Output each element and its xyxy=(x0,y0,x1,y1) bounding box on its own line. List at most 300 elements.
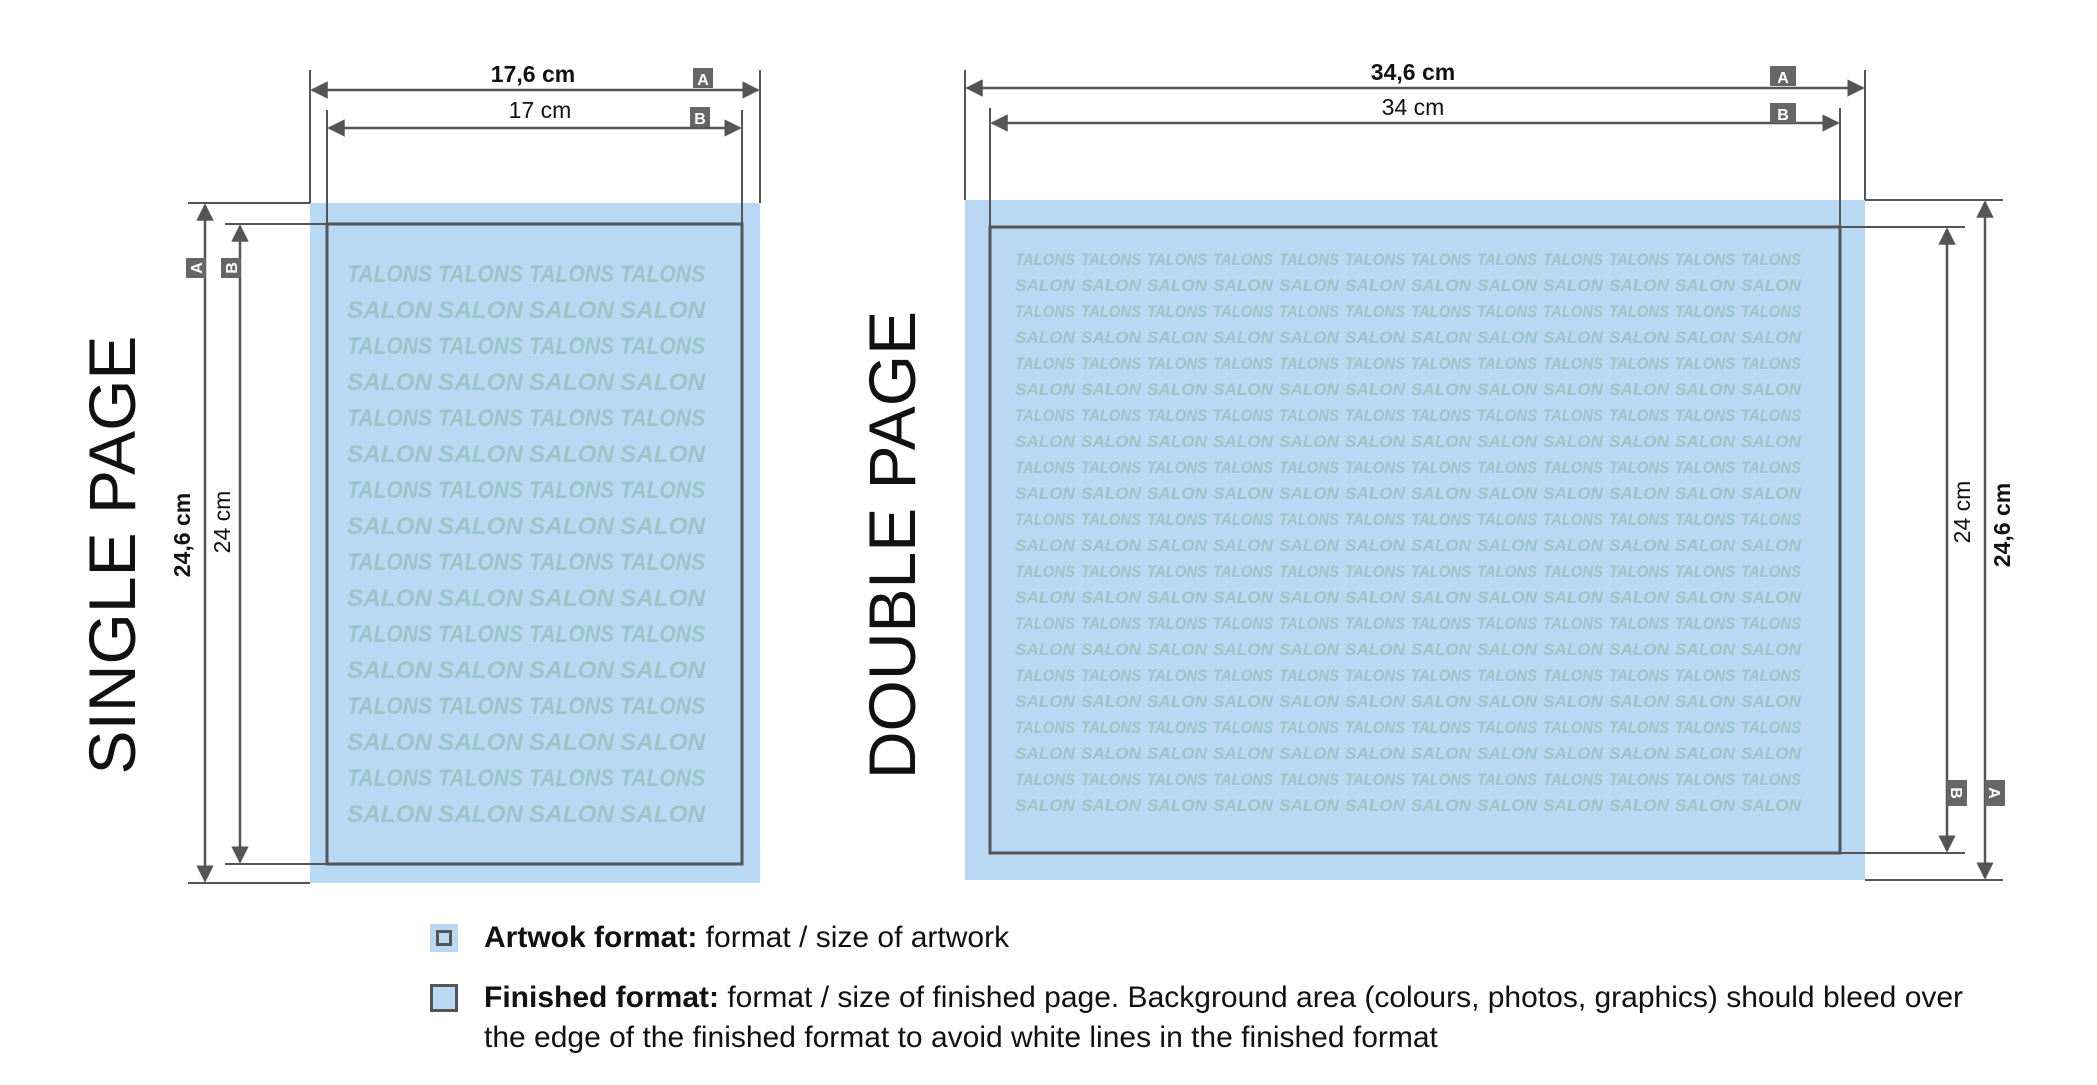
pattern-word: TALONS xyxy=(1345,406,1406,425)
pattern-word: SALON xyxy=(1279,692,1340,711)
pattern-word: SALON xyxy=(1609,484,1670,503)
single-height-finished-label: 24,6 cm xyxy=(169,492,195,578)
pattern-word: TALONS xyxy=(1609,510,1670,529)
pattern-word: TALONS xyxy=(1279,666,1340,685)
pattern-word: TALONS xyxy=(1477,666,1538,685)
pattern-word: TALONS xyxy=(1015,718,1076,737)
pattern-word: TALONS xyxy=(438,261,523,288)
pattern-word: TALONS xyxy=(1213,250,1274,269)
single-marker-a: A xyxy=(697,72,709,89)
pattern-word: TALONS xyxy=(529,621,614,648)
pattern-word: TALONS xyxy=(1741,510,1802,529)
pattern-word: TALONS xyxy=(1279,302,1340,321)
pattern-word: TALONS xyxy=(1213,562,1274,581)
pattern-word: TALONS xyxy=(1015,354,1076,373)
pattern-word: SALON xyxy=(1081,536,1142,555)
pattern-word: TALONS xyxy=(1213,614,1274,633)
pattern-word: SALON xyxy=(529,657,615,684)
pattern-word: SALON xyxy=(1609,692,1670,711)
legend-finished-label: Finished format: xyxy=(484,981,720,1014)
pattern-word: SALON xyxy=(620,801,706,828)
pattern-word: SALON xyxy=(1345,328,1406,347)
pattern-word: SALON xyxy=(1147,380,1208,399)
pattern-word: SALON xyxy=(347,369,433,396)
pattern-word: TALONS xyxy=(1609,302,1670,321)
pattern-word: SALON xyxy=(1345,276,1406,295)
pattern-word: TALONS xyxy=(1279,354,1340,373)
pattern-word: SALON xyxy=(529,513,615,540)
pattern-word: TALONS xyxy=(1147,770,1208,789)
pattern-word: SALON xyxy=(1609,588,1670,607)
pattern-word: TALONS xyxy=(1015,666,1076,685)
pattern-word: TALONS xyxy=(1213,406,1274,425)
pattern-word: SALON xyxy=(1345,432,1406,451)
pattern-word: SALON xyxy=(620,441,706,468)
pattern-word: SALON xyxy=(1675,432,1736,451)
pattern-word: TALONS xyxy=(1675,770,1736,789)
pattern-word: TALONS xyxy=(1609,614,1670,633)
single-page-group xyxy=(75,61,760,883)
pattern-word: TALONS xyxy=(1081,718,1142,737)
pattern-word: TALONS xyxy=(1741,614,1802,633)
pattern-word: SALON xyxy=(1081,588,1142,607)
pattern-word: TALONS xyxy=(1609,406,1670,425)
pattern-word: TALONS xyxy=(1147,354,1208,373)
pattern-word: TALONS xyxy=(1345,718,1406,737)
pattern-word: SALON xyxy=(1609,380,1670,399)
single-height-artwork-label: 24 cm xyxy=(209,490,235,554)
pattern-word: TALONS xyxy=(347,477,432,504)
pattern-word: TALONS xyxy=(1609,458,1670,477)
pattern-word: SALON xyxy=(1279,276,1340,295)
pattern-word: SALON xyxy=(1477,484,1538,503)
pattern-word: TALONS xyxy=(1477,562,1538,581)
legend-artwork-label: Artwok format: xyxy=(484,921,698,954)
pattern-word: SALON xyxy=(529,585,615,612)
pattern-word: SALON xyxy=(1081,432,1142,451)
pattern-word: TALONS xyxy=(1147,718,1208,737)
pattern-word: SALON xyxy=(1213,380,1274,399)
single-marker-b: B xyxy=(694,111,706,128)
pattern-word: SALON xyxy=(1609,796,1670,815)
pattern-word: TALONS xyxy=(1015,614,1076,633)
pattern-word: TALONS xyxy=(438,333,523,360)
double-width-artwork-label: 34 cm xyxy=(1381,94,1445,120)
pattern-word: SALON xyxy=(1741,536,1802,555)
pattern-word: TALONS xyxy=(438,549,523,576)
single-width-finished-label: 17,6 cm xyxy=(490,61,576,87)
legend-artwork-text xyxy=(484,918,1984,958)
pattern-word: TALONS xyxy=(1345,770,1406,789)
pattern-word: SALON xyxy=(1015,692,1076,711)
pattern-word: SALON xyxy=(1015,536,1076,555)
pattern-word: SALON xyxy=(1675,692,1736,711)
pattern-word: SALON xyxy=(1279,328,1340,347)
pattern-word: SALON xyxy=(529,369,615,396)
pattern-word: SALON xyxy=(1213,536,1274,555)
pattern-word: SALON xyxy=(620,729,706,756)
pattern-word: TALONS xyxy=(1015,510,1076,529)
pattern-word: TALONS xyxy=(1279,770,1340,789)
pattern-word: SALON xyxy=(1411,276,1472,295)
pattern-word: TALONS xyxy=(620,477,705,504)
pattern-word: TALONS xyxy=(620,765,705,792)
pattern-word: TALONS xyxy=(1609,666,1670,685)
pattern-word: SALON xyxy=(529,297,615,324)
pattern-word: SALON xyxy=(1279,380,1340,399)
pattern-word: TALONS xyxy=(1015,250,1076,269)
pattern-word: SALON xyxy=(1477,432,1538,451)
legend-finished-text xyxy=(484,978,1984,1058)
pattern-word: SALON xyxy=(1213,432,1274,451)
pattern-word: SALON xyxy=(1543,588,1604,607)
pattern-word: TALONS xyxy=(1477,302,1538,321)
pattern-word: TALONS xyxy=(529,261,614,288)
pattern-word: SALON xyxy=(1675,588,1736,607)
pattern-word: SALON xyxy=(1147,328,1208,347)
pattern-word: SALON xyxy=(1543,432,1604,451)
pattern-word: TALONS xyxy=(438,621,523,648)
single-width-artwork-label: 17 cm xyxy=(508,97,572,123)
pattern-word: TALONS xyxy=(620,261,705,288)
pattern-word: SALON xyxy=(1543,276,1604,295)
pattern-word: SALON xyxy=(1279,640,1340,659)
pattern-word: SALON xyxy=(1345,744,1406,763)
pattern-word: SALON xyxy=(1345,796,1406,815)
pattern-word: SALON xyxy=(620,369,706,396)
pattern-word: TALONS xyxy=(1147,666,1208,685)
pattern-word: SALON xyxy=(347,801,433,828)
pattern-word: TALONS xyxy=(1411,718,1472,737)
pattern-word: TALONS xyxy=(1741,302,1802,321)
pattern-word: TALONS xyxy=(438,765,523,792)
double-marker-b: B xyxy=(1777,107,1789,124)
pattern-word: TALONS xyxy=(1609,718,1670,737)
pattern-word: SALON xyxy=(1411,640,1472,659)
pattern-word: TALONS xyxy=(1345,614,1406,633)
pattern-word: TALONS xyxy=(1147,510,1208,529)
pattern-word: SALON xyxy=(1477,588,1538,607)
pattern-word: TALONS xyxy=(1411,458,1472,477)
pattern-word: TALONS xyxy=(1411,354,1472,373)
pattern-word: TALONS xyxy=(529,405,614,432)
pattern-word: SALON xyxy=(1741,484,1802,503)
pattern-word: SALON xyxy=(1147,588,1208,607)
pattern-word: SALON xyxy=(1015,796,1076,815)
pattern-word: SALON xyxy=(1543,536,1604,555)
pattern-word: SALON xyxy=(1741,276,1802,295)
pattern-word: TALONS xyxy=(1741,562,1802,581)
double-width-finished-label: 34,6 cm xyxy=(1370,59,1456,85)
pattern-word: SALON xyxy=(1609,276,1670,295)
pattern-word: TALONS xyxy=(1543,510,1604,529)
pattern-word: SALON xyxy=(1477,796,1538,815)
pattern-word: TALONS xyxy=(347,549,432,576)
pattern-word: SALON xyxy=(438,729,524,756)
pattern-word: SALON xyxy=(1147,744,1208,763)
pattern-word: TALONS xyxy=(1081,406,1142,425)
pattern-word: TALONS xyxy=(1477,510,1538,529)
double-height-artwork-label: 24 cm xyxy=(1949,480,1975,544)
pattern-word: SALON xyxy=(1675,328,1736,347)
pattern-word: TALONS xyxy=(1015,302,1076,321)
pattern-word: SALON xyxy=(1081,640,1142,659)
pattern-word: SALON xyxy=(529,729,615,756)
pattern-word: TALONS xyxy=(1015,458,1076,477)
pattern-word: TALONS xyxy=(347,693,432,720)
pattern-word: TALONS xyxy=(1081,614,1142,633)
pattern-word: TALONS xyxy=(1741,718,1802,737)
pattern-word: SALON xyxy=(1213,692,1274,711)
pattern-word: TALONS xyxy=(1477,354,1538,373)
pattern-word: TALONS xyxy=(620,693,705,720)
double-marker-b-vertical: B xyxy=(1947,787,1964,799)
pattern-word: TALONS xyxy=(1213,458,1274,477)
pattern-word: TALONS xyxy=(1081,562,1142,581)
pattern-word: SALON xyxy=(1147,432,1208,451)
pattern-word: SALON xyxy=(1015,744,1076,763)
pattern-word: TALONS xyxy=(347,405,432,432)
pattern-word: TALONS xyxy=(620,333,705,360)
pattern-word: TALONS xyxy=(620,405,705,432)
pattern-word: SALON xyxy=(1081,328,1142,347)
pattern-word: SALON xyxy=(1741,744,1802,763)
pattern-word: SALON xyxy=(1741,328,1802,347)
pattern-word: SALON xyxy=(1279,744,1340,763)
pattern-word: TALONS xyxy=(1411,562,1472,581)
pattern-word: TALONS xyxy=(1213,510,1274,529)
pattern-word: TALONS xyxy=(1543,406,1604,425)
pattern-word: TALONS xyxy=(1345,250,1406,269)
pattern-word: SALON xyxy=(1015,276,1076,295)
pattern-word: SALON xyxy=(347,585,433,612)
pattern-word: SALON xyxy=(438,297,524,324)
pattern-word: SALON xyxy=(1081,744,1142,763)
pattern-word: SALON xyxy=(1609,744,1670,763)
pattern-word: SALON xyxy=(1411,588,1472,607)
pattern-word: SALON xyxy=(1081,692,1142,711)
pattern-word: TALONS xyxy=(1345,458,1406,477)
pattern-word: SALON xyxy=(1675,380,1736,399)
pattern-word: TALONS xyxy=(1345,666,1406,685)
pattern-word: SALON xyxy=(1345,380,1406,399)
pattern-word: TALONS xyxy=(1477,770,1538,789)
pattern-word: SALON xyxy=(1081,484,1142,503)
pattern-word: TALONS xyxy=(1279,718,1340,737)
pattern-word: SALON xyxy=(620,513,706,540)
pattern-word: TALONS xyxy=(1675,614,1736,633)
pattern-word: SALON xyxy=(1081,380,1142,399)
pattern-word: TALONS xyxy=(1543,250,1604,269)
pattern-word: TALONS xyxy=(1741,770,1802,789)
pattern-word: SALON xyxy=(1543,640,1604,659)
double-marker-a: A xyxy=(1777,70,1789,87)
pattern-word: SALON xyxy=(1213,276,1274,295)
pattern-word: TALONS xyxy=(1609,562,1670,581)
pattern-word: TALONS xyxy=(1675,718,1736,737)
pattern-word: TALONS xyxy=(1081,666,1142,685)
artwork-format-swatch xyxy=(430,924,458,952)
pattern-word: TALONS xyxy=(1543,302,1604,321)
pattern-word: SALON xyxy=(1543,484,1604,503)
pattern-word: SALON xyxy=(1741,640,1802,659)
pattern-word: TALONS xyxy=(529,549,614,576)
pattern-word: SALON xyxy=(1147,276,1208,295)
pattern-word: TALONS xyxy=(1741,458,1802,477)
pattern-word: TALONS xyxy=(529,333,614,360)
pattern-word: SALON xyxy=(1279,432,1340,451)
pattern-word: TALONS xyxy=(1147,250,1208,269)
pattern-word: SALON xyxy=(1147,536,1208,555)
pattern-word: TALONS xyxy=(529,765,614,792)
pattern-word: SALON xyxy=(1213,796,1274,815)
pattern-word: SALON xyxy=(438,369,524,396)
pattern-word: SALON xyxy=(1411,536,1472,555)
pattern-word: TALONS xyxy=(620,549,705,576)
pattern-word: TALONS xyxy=(1675,302,1736,321)
pattern-word: SALON xyxy=(529,801,615,828)
pattern-word: SALON xyxy=(1477,744,1538,763)
pattern-word: TALONS xyxy=(1477,614,1538,633)
pattern-word: TALONS xyxy=(1015,562,1076,581)
pattern-word: TALONS xyxy=(1609,770,1670,789)
pattern-word: TALONS xyxy=(1213,770,1274,789)
pattern-word: SALON xyxy=(1345,588,1406,607)
pattern-word: SALON xyxy=(1015,380,1076,399)
pattern-word: SALON xyxy=(620,657,706,684)
pattern-word: TALONS xyxy=(347,261,432,288)
pattern-word: SALON xyxy=(1213,640,1274,659)
single-marker-b-vertical: B xyxy=(224,262,241,274)
pattern-word: TALONS xyxy=(438,477,523,504)
pattern-word: SALON xyxy=(1741,380,1802,399)
pattern-word: SALON xyxy=(1213,744,1274,763)
pattern-word: TALONS xyxy=(1609,250,1670,269)
pattern-word: TALONS xyxy=(347,333,432,360)
pattern-word: SALON xyxy=(347,297,433,324)
pattern-word: SALON xyxy=(1477,328,1538,347)
pattern-word: TALONS xyxy=(1213,718,1274,737)
pattern-word: SALON xyxy=(1279,536,1340,555)
pattern-word: TALONS xyxy=(1543,354,1604,373)
pattern-word: SALON xyxy=(1477,380,1538,399)
pattern-word: TALONS xyxy=(1345,562,1406,581)
pattern-word: TALONS xyxy=(1411,614,1472,633)
pattern-word: SALON xyxy=(1213,484,1274,503)
pattern-word: SALON xyxy=(1279,484,1340,503)
pattern-word: TALONS xyxy=(1477,458,1538,477)
pattern-word: TALONS xyxy=(1675,510,1736,529)
pattern-word: TALONS xyxy=(1345,510,1406,529)
pattern-word: SALON xyxy=(1147,484,1208,503)
pattern-word: TALONS xyxy=(1279,562,1340,581)
pattern-word: SALON xyxy=(620,297,706,324)
legend-finished xyxy=(430,978,1984,1058)
pattern-word: SALON xyxy=(1543,796,1604,815)
pattern-word: SALON xyxy=(438,513,524,540)
pattern-word: TALONS xyxy=(1147,562,1208,581)
pattern-word: TALONS xyxy=(1543,770,1604,789)
pattern-word: SALON xyxy=(1411,484,1472,503)
pattern-word: SALON xyxy=(1609,328,1670,347)
pattern-word: TALONS xyxy=(1543,562,1604,581)
pattern-word: SALON xyxy=(1543,692,1604,711)
pattern-word: TALONS xyxy=(1279,614,1340,633)
pattern-word: TALONS xyxy=(347,621,432,648)
pattern-word: TALONS xyxy=(1741,666,1802,685)
pattern-word: SALON xyxy=(438,801,524,828)
pattern-word: SALON xyxy=(1015,484,1076,503)
pattern-word: TALONS xyxy=(1411,666,1472,685)
pattern-word: SALON xyxy=(1675,744,1736,763)
legend-finished-description: format / size of finished page. Background area (colours, photos, graphics) should bleed over the edge of the finished format to avoid white lines in the finished format xyxy=(484,981,1964,1054)
pattern-word: SALON xyxy=(529,441,615,468)
pattern-word: TALONS xyxy=(1279,250,1340,269)
pattern-word: SALON xyxy=(1015,328,1076,347)
pattern-word: SALON xyxy=(1477,640,1538,659)
double-marker-a-vertical: A xyxy=(1985,787,2002,799)
pattern-word: SALON xyxy=(1609,536,1670,555)
pattern-word: TALONS xyxy=(1015,406,1076,425)
pattern-word: TALONS xyxy=(1741,354,1802,373)
pattern-word: TALONS xyxy=(529,693,614,720)
pattern-word: TALONS xyxy=(1345,354,1406,373)
single-page-title: SINGLE PAGE xyxy=(75,335,149,775)
pattern-word: TALONS xyxy=(1081,770,1142,789)
pattern-word: TALONS xyxy=(1741,406,1802,425)
pattern-word: SALON xyxy=(1741,432,1802,451)
pattern-word: SALON xyxy=(1213,328,1274,347)
pattern-word: TALONS xyxy=(1213,302,1274,321)
pattern-word: SALON xyxy=(1345,536,1406,555)
pattern-word: SALON xyxy=(1675,484,1736,503)
pattern-word: TALONS xyxy=(1477,718,1538,737)
pattern-word: TALONS xyxy=(1543,718,1604,737)
pattern-word: TALONS xyxy=(1147,406,1208,425)
pattern-word: TALONS xyxy=(1675,666,1736,685)
pattern-word: SALON xyxy=(1213,588,1274,607)
pattern-word: SALON xyxy=(1741,588,1802,607)
pattern-word: SALON xyxy=(1345,484,1406,503)
pattern-word: SALON xyxy=(1411,796,1472,815)
pattern-word: TALONS xyxy=(1411,510,1472,529)
pattern-word: TALONS xyxy=(1675,562,1736,581)
pattern-word: SALON xyxy=(1345,692,1406,711)
pattern-word: SALON xyxy=(1609,640,1670,659)
pattern-word: SALON xyxy=(1675,796,1736,815)
pattern-word: SALON xyxy=(1147,796,1208,815)
double-page-group xyxy=(855,59,2015,880)
legend-artwork xyxy=(430,918,1984,958)
pattern-word: SALON xyxy=(1477,276,1538,295)
pattern-word: SALON xyxy=(347,729,433,756)
pattern-word: TALONS xyxy=(1213,354,1274,373)
pattern-word: TALONS xyxy=(1675,458,1736,477)
finished-format-swatch xyxy=(430,984,458,1012)
pattern-word: TALONS xyxy=(1081,458,1142,477)
pattern-word: TALONS xyxy=(1609,354,1670,373)
pattern-word: SALON xyxy=(1081,796,1142,815)
pattern-word: SALON xyxy=(1081,276,1142,295)
pattern-word: TALONS xyxy=(1279,510,1340,529)
pattern-word: SALON xyxy=(1345,640,1406,659)
pattern-word: SALON xyxy=(1477,536,1538,555)
pattern-word: SALON xyxy=(1147,692,1208,711)
pattern-word: TALONS xyxy=(1543,666,1604,685)
pattern-word: SALON xyxy=(1279,588,1340,607)
legend-artwork-description: format / size of artwork xyxy=(697,921,1010,954)
pattern-word: TALONS xyxy=(1477,250,1538,269)
